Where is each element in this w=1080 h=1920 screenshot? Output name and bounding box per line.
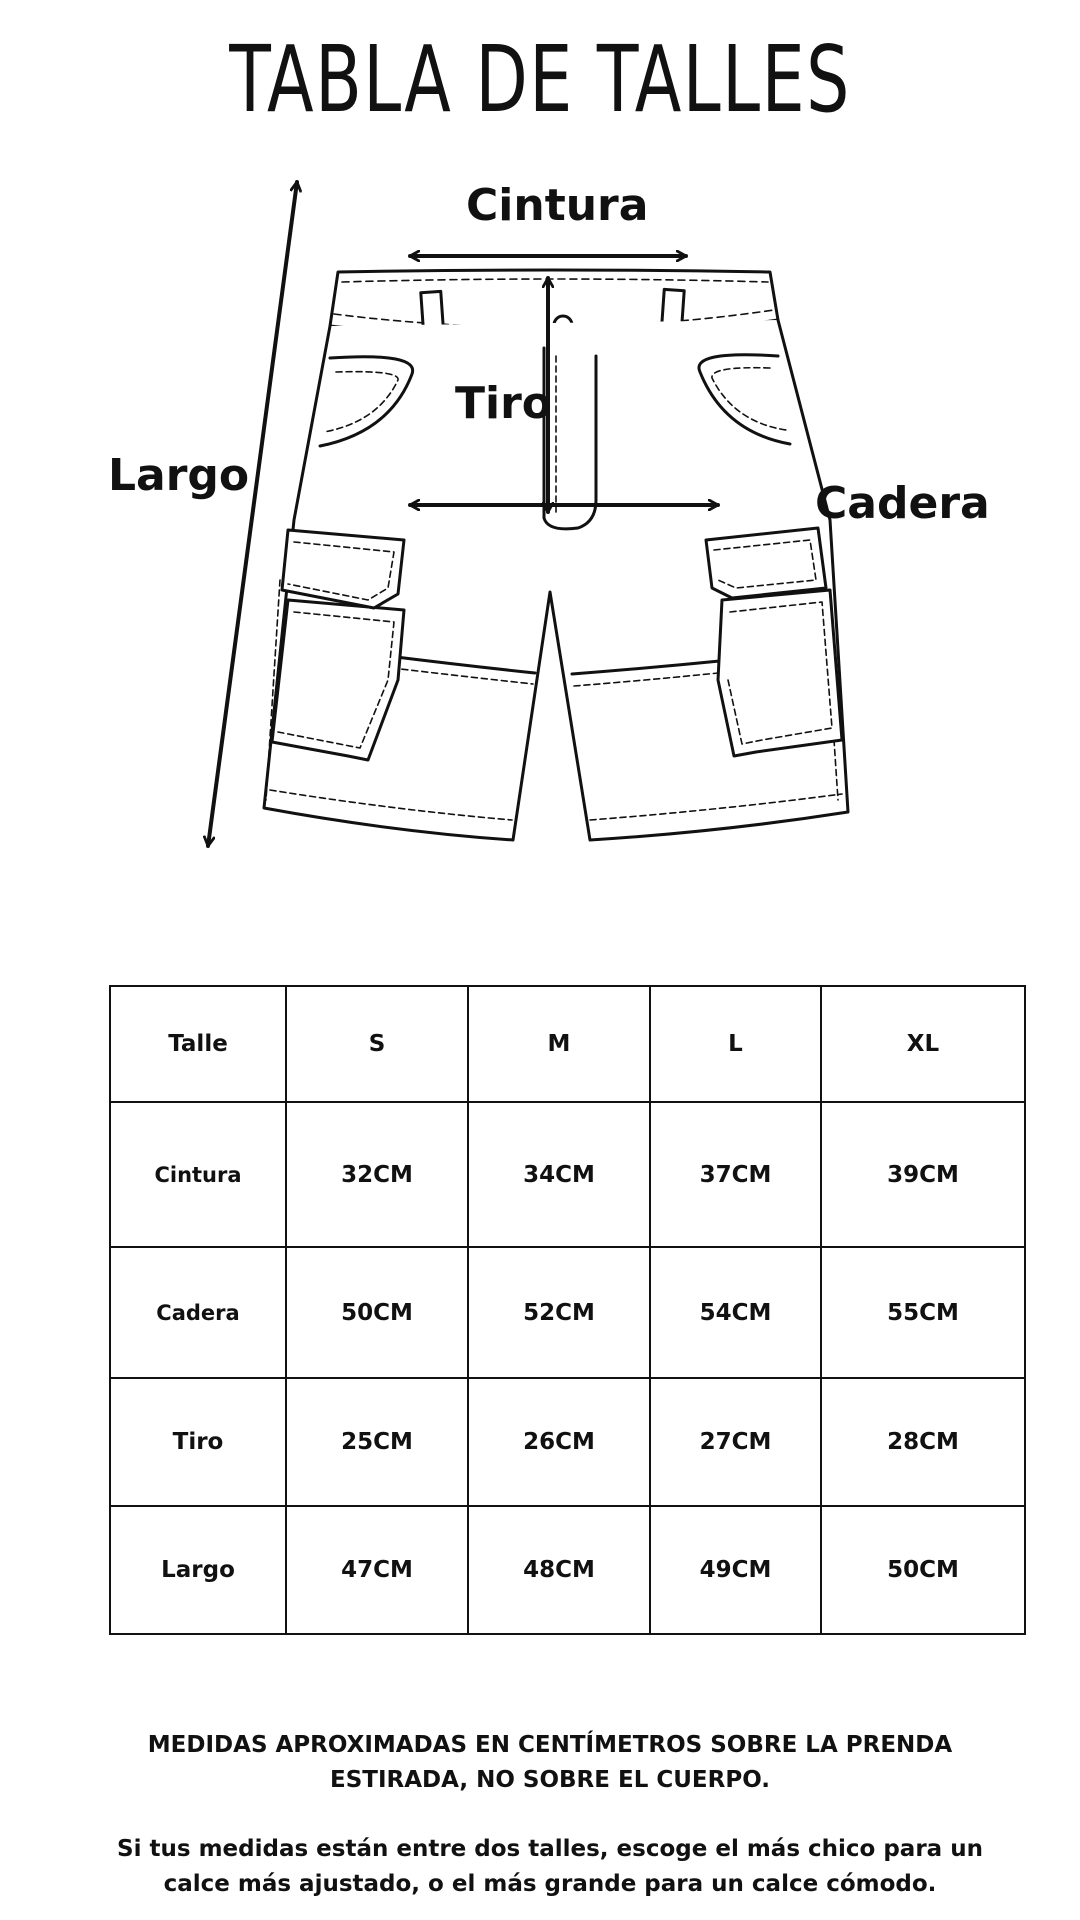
page-title: TABLA DE TALLES: [229, 26, 851, 133]
table-cell: 47CM: [286, 1506, 468, 1634]
row-label-cadera: Cadera: [110, 1247, 286, 1378]
table-cell: 54CM: [650, 1247, 821, 1378]
table-cell: 48CM: [468, 1506, 650, 1634]
shorts-measurement-diagram: [0, 160, 1080, 860]
table-row: [110, 1247, 1025, 1378]
table-cell: 32CM: [286, 1102, 468, 1247]
fit-advice-note: Si tus medidas están entre dos talles, escoge el más chico para un calce más ajustado, o el más grande para un calce cómodo.: [117, 1836, 983, 1897]
table-cell: 52CM: [468, 1247, 650, 1378]
header-cell-l: L: [650, 986, 821, 1102]
table-cell: 37CM: [650, 1102, 821, 1247]
table-cell: 50CM: [821, 1506, 1025, 1634]
row-label-tiro: Tiro: [110, 1378, 286, 1506]
row-label-largo: Largo: [110, 1506, 286, 1634]
header-cell-m: M: [468, 986, 650, 1102]
cadera-label: Cadera: [815, 478, 990, 529]
table-cell: 39CM: [821, 1102, 1025, 1247]
row-label-cintura: Cintura: [110, 1102, 286, 1247]
table-cell: 49CM: [650, 1506, 821, 1634]
table-cell: 27CM: [650, 1378, 821, 1506]
table-row: [110, 1506, 1025, 1634]
table-cell: 34CM: [468, 1102, 650, 1247]
tiro-label: Tiro: [455, 378, 553, 429]
size-chart-table: [109, 985, 1026, 1635]
header-cell-s: S: [286, 986, 468, 1102]
table-cell: 55CM: [821, 1247, 1025, 1378]
table-header-row: [110, 986, 1025, 1102]
table-cell: 25CM: [286, 1378, 468, 1506]
shorts-outline: [264, 270, 848, 840]
table-cell: 50CM: [286, 1247, 468, 1378]
table-row: [110, 1378, 1025, 1506]
table-cell: 28CM: [821, 1378, 1025, 1506]
measurement-note: MEDIDAS APROXIMADAS EN CENTÍMETROS SOBRE LA PRENDA ESTIRADA, NO SOBRE EL CUERPO.: [147, 1732, 953, 1793]
header-cell-talle: Talle: [110, 986, 286, 1102]
header-cell-xl: XL: [821, 986, 1025, 1102]
table-row: [110, 1102, 1025, 1247]
largo-label: Largo: [108, 450, 250, 501]
cintura-label: Cintura: [466, 180, 649, 231]
table-cell: 26CM: [468, 1378, 650, 1506]
